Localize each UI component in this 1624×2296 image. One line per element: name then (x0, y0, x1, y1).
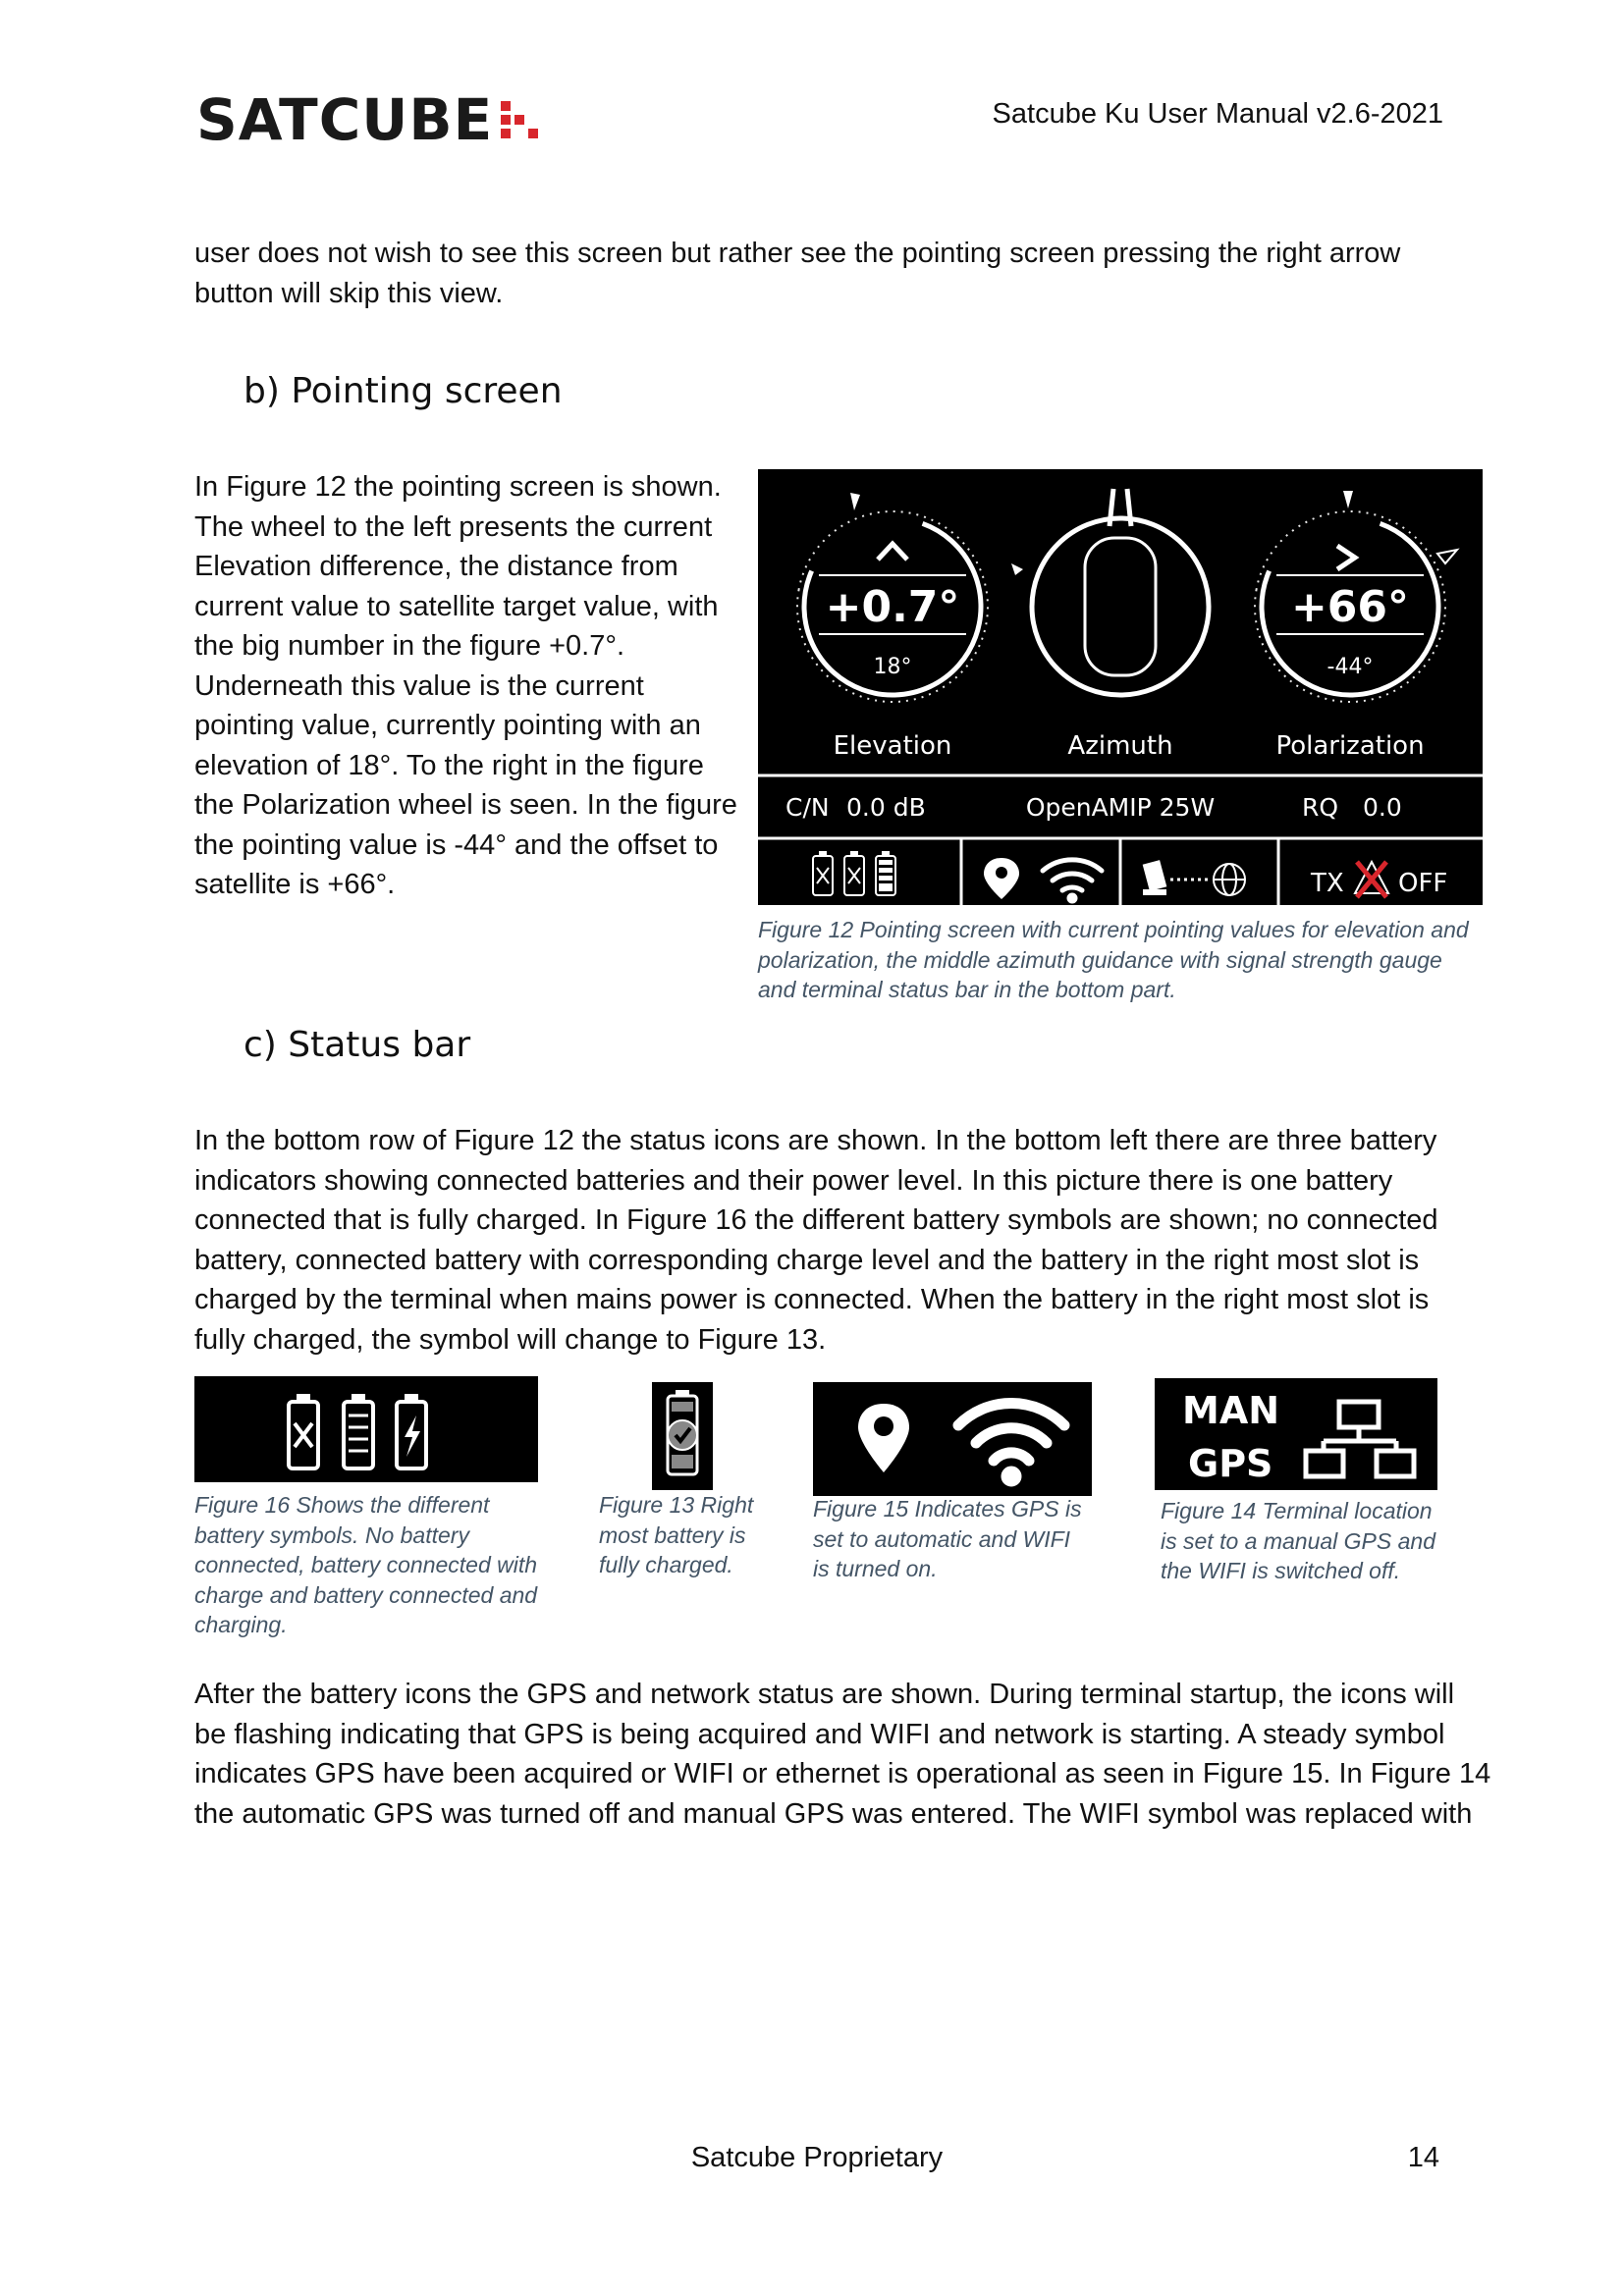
paragraph-line: the automatic GPS was turned off and manual GPS was entered. The WIFI symbol was replaced with (194, 1797, 1473, 1830)
figure13-battery-full (652, 1382, 713, 1490)
tx-state: OFF (1398, 869, 1448, 898)
polarization-label: Polarization (1275, 731, 1425, 761)
caption-line: Figure 13 Right (599, 1492, 754, 1518)
caption-line: Figure 16 Shows the different (194, 1492, 490, 1518)
paragraph-line: the big number in the figure +0.7°. (194, 630, 625, 662)
figure14-caption (1161, 1496, 1475, 1586)
paragraph-line: the pointing value is -44° and the offset to (194, 828, 719, 861)
pointing-screen-paragraph (194, 467, 744, 905)
gps-network-paragraph (194, 1675, 1490, 1834)
figure12-caption (758, 915, 1504, 1005)
figure15-caption (813, 1494, 1108, 1584)
paragraph-line: Underneath this value is the current (194, 669, 644, 702)
document-title: Satcube Ku User Manual v2.6-2021 (992, 98, 1443, 130)
page-number: 14 (1407, 2142, 1439, 2173)
caption-line: is turned on. (813, 1556, 938, 1581)
paragraph-line: pointing value, currently pointing with an (194, 710, 701, 741)
caption-line: and terminal status bar in the bottom part. (758, 977, 1176, 1002)
polarization-current-value: -44° (1326, 655, 1374, 679)
tx-label: TX (1311, 869, 1344, 898)
caption-line: connected, battery connected with (194, 1552, 538, 1577)
paragraph-line: charged by the terminal when mains power is connected. When the battery in the right most slot is (194, 1284, 1430, 1315)
paragraph-line: elevation of 18°. To the right in the figure (194, 749, 704, 781)
caption-line: charge and battery connected and (194, 1581, 538, 1608)
pointing-screen-figure (758, 469, 1483, 905)
figure13-caption (599, 1490, 795, 1580)
status-bar-paragraph (194, 1121, 1438, 1360)
paragraph-line: Elevation difference, the distance from (194, 551, 678, 582)
cn-value: 0.0 dB (846, 793, 926, 822)
paragraph-line: In Figure 12 the pointing screen is shown. (194, 471, 722, 503)
figure16-battery-symbols (194, 1376, 538, 1482)
rq-label: RQ (1302, 793, 1339, 822)
logo-dots-icon (501, 101, 538, 138)
paragraph-line: fully charged, the symbol will change to Figure 13. (194, 1323, 827, 1356)
paragraph-line: satellite is +66°. (194, 869, 396, 900)
caption-line: battery symbols. No battery (194, 1522, 469, 1548)
elevation-label: Elevation (833, 731, 952, 761)
satcube-logo (196, 86, 538, 153)
paragraph-line: In the bottom row of Figure 12 the status icons are shown. In the bottom left there are three battery (194, 1125, 1437, 1156)
elevation-offset-value: +0.7° (825, 582, 960, 632)
paragraph-line: battery, connected battery with corresponding charge level and the battery in the right most slot is (194, 1244, 1420, 1276)
caption-line: Figure 12 Pointing screen with current pointing values for elevation and (758, 917, 1469, 942)
section-heading-status-bar: c) Status bar (244, 1025, 471, 1065)
figure15-gps-wifi (813, 1382, 1092, 1496)
caption-line: most battery is (599, 1522, 746, 1548)
paragraph-line: indicators showing connected batteries and their power level. In this picture there is one battery (194, 1164, 1393, 1197)
footer-proprietary: Satcube Proprietary (690, 2142, 944, 2173)
battery-fully-charged-icon (668, 1390, 697, 1474)
intro-line: button will skip this view. (194, 277, 504, 309)
caption-line: fully charged. (599, 1552, 733, 1577)
logo-text: SATCUBE (196, 86, 494, 153)
caption-line: the WIFI is switched off. (1161, 1558, 1401, 1583)
caption-line: charging. (194, 1612, 288, 1637)
intro-line: user does not wish to see this screen but rather see the pointing screen pressing the right arrow (194, 238, 1401, 269)
gps-label: GPS (1188, 1442, 1273, 1485)
paragraph-line: The wheel to the left presents the current (194, 510, 713, 543)
intro-paragraph (194, 234, 1400, 313)
azimuth-label: Azimuth (1067, 731, 1173, 761)
rq-value: 0.0 (1363, 793, 1402, 822)
figure16-caption (194, 1490, 548, 1640)
paragraph-line: current value to satellite target value, with (194, 590, 719, 622)
caption-line: set to automatic and WIFI (813, 1525, 1071, 1552)
paragraph-line: connected that is fully charged. In Figure 16 the different battery symbols are shown; no connected (194, 1204, 1438, 1236)
paragraph-line: be flashing indicating that GPS is being acquired and WIFI and network is starting. A steady symbol (194, 1718, 1445, 1750)
caption-line: Figure 15 Indicates GPS is (813, 1496, 1082, 1522)
paragraph-line: indicates GPS have been acquired or WIFI or ethernet is operational as seen in Figure 15. In Figure 14 (194, 1758, 1491, 1789)
caption-line: polarization, the middle azimuth guidance with signal strength gauge (758, 946, 1442, 973)
cn-label: C/N (785, 793, 830, 822)
paragraph-line: After the battery icons the GPS and network status are shown. During terminal startup, the icons will (194, 1679, 1455, 1710)
polarization-offset-value: +66° (1290, 582, 1410, 632)
elevation-current-value: 18° (873, 655, 912, 679)
figure14-manual-gps (1155, 1378, 1437, 1490)
caption-line: Figure 14 Terminal location (1161, 1498, 1433, 1523)
man-label: MAN (1182, 1389, 1280, 1432)
modem-name: OpenAMIP 25W (1025, 793, 1216, 822)
paragraph-line: the Polarization wheel is seen. In the figure (194, 789, 737, 821)
caption-line: is set to a manual GPS and (1161, 1527, 1435, 1554)
section-heading-pointing-screen: b) Pointing screen (244, 371, 563, 411)
